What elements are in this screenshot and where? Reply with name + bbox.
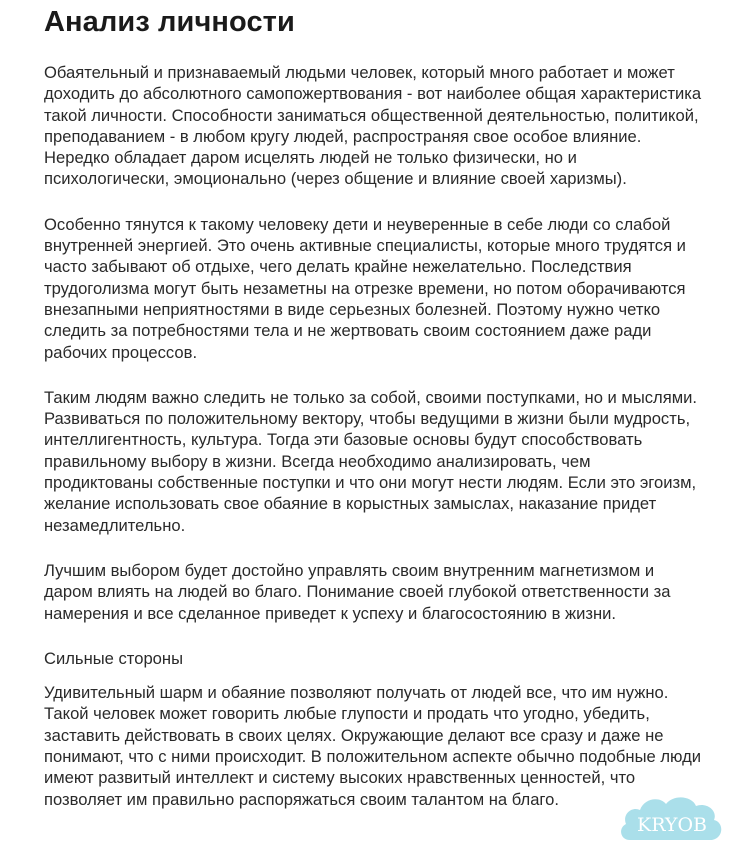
article-body (44, 62, 704, 834)
strengths-heading: Сильные стороны (44, 648, 183, 668)
paragraph-4: Лучшим выбором будет достойно управлять своим внутренним магнетизмом и даром влиять на людей во благо. Понимание своей глубокой ответственности за намерения и все сделанное приведет к успеху и благосостоянию в жизни. (44, 560, 671, 623)
paragraph-1: Обаятельный и признаваемый людьми человек, который много работает и может доходить до абсолютного самопожертвования - вот наиболее общая характеристика такой личности. Способности заниматься общественной деятельностью, политикой, преподаванием - в любом кругу людей, распространяя свое особое влияние. Нередко обладает даром исцелять людей не только физически, но и психологически, эмоционально (через общение и влияние своей харизмы). (44, 63, 702, 189)
paragraph-2: Особенно тянутся к такому человеку дети и неуверенные в себе люди со слабой внутренней энергией. Это очень активные специалисты, которые много трудятся и часто забывают об отдыхе, чего делать крайне нежелательно. Последствия трудоголизма могут быть незаметны на отрезке времени, но потом оборачиваются внезапными неприятностями в виде серьезных болезней. Поэтому нужно четко следить за потребностями тела и не жертвовать своим состоянием даже ради рабочих процессов. (44, 214, 686, 362)
paragraph-3: Таким людям важно следить не только за собой, своими поступками, но и мыслями. Развиваться по положительному вектору, чтобы ведущими в жизни были мудрость, интеллигентность, культура. Тогда эти базовые основы будут способствовать правильному выбору в жизни. Всегда необходимо анализировать, чем продиктованы собственные поступки и что они могут нести людям. Если это эгоизм, желание использовать свое обаяние в корыстных замыслах, наказание придет незамедлительно. (44, 387, 698, 535)
strengths-paragraph: Удивительный шарм и обаяние позволяют получать от людей все, что им нужно. Такой человек может говорить любые глупости и продать что угодно, убедить, заставить действовать в своих целях. Окружающие делают все сразу и даже не понимают, что с ними происходит. В положительном аспекте обычно подобные люди имеют развитый интеллект и систему высоких нравственных ценностей, что позволяет им правильно распоряжаться своим талантом на благо. (44, 683, 702, 809)
cloud-icon (616, 790, 726, 848)
watermark-text: KRYOB (637, 814, 707, 836)
watermark-logo (616, 790, 726, 848)
page-title: Анализ личности (44, 6, 295, 38)
